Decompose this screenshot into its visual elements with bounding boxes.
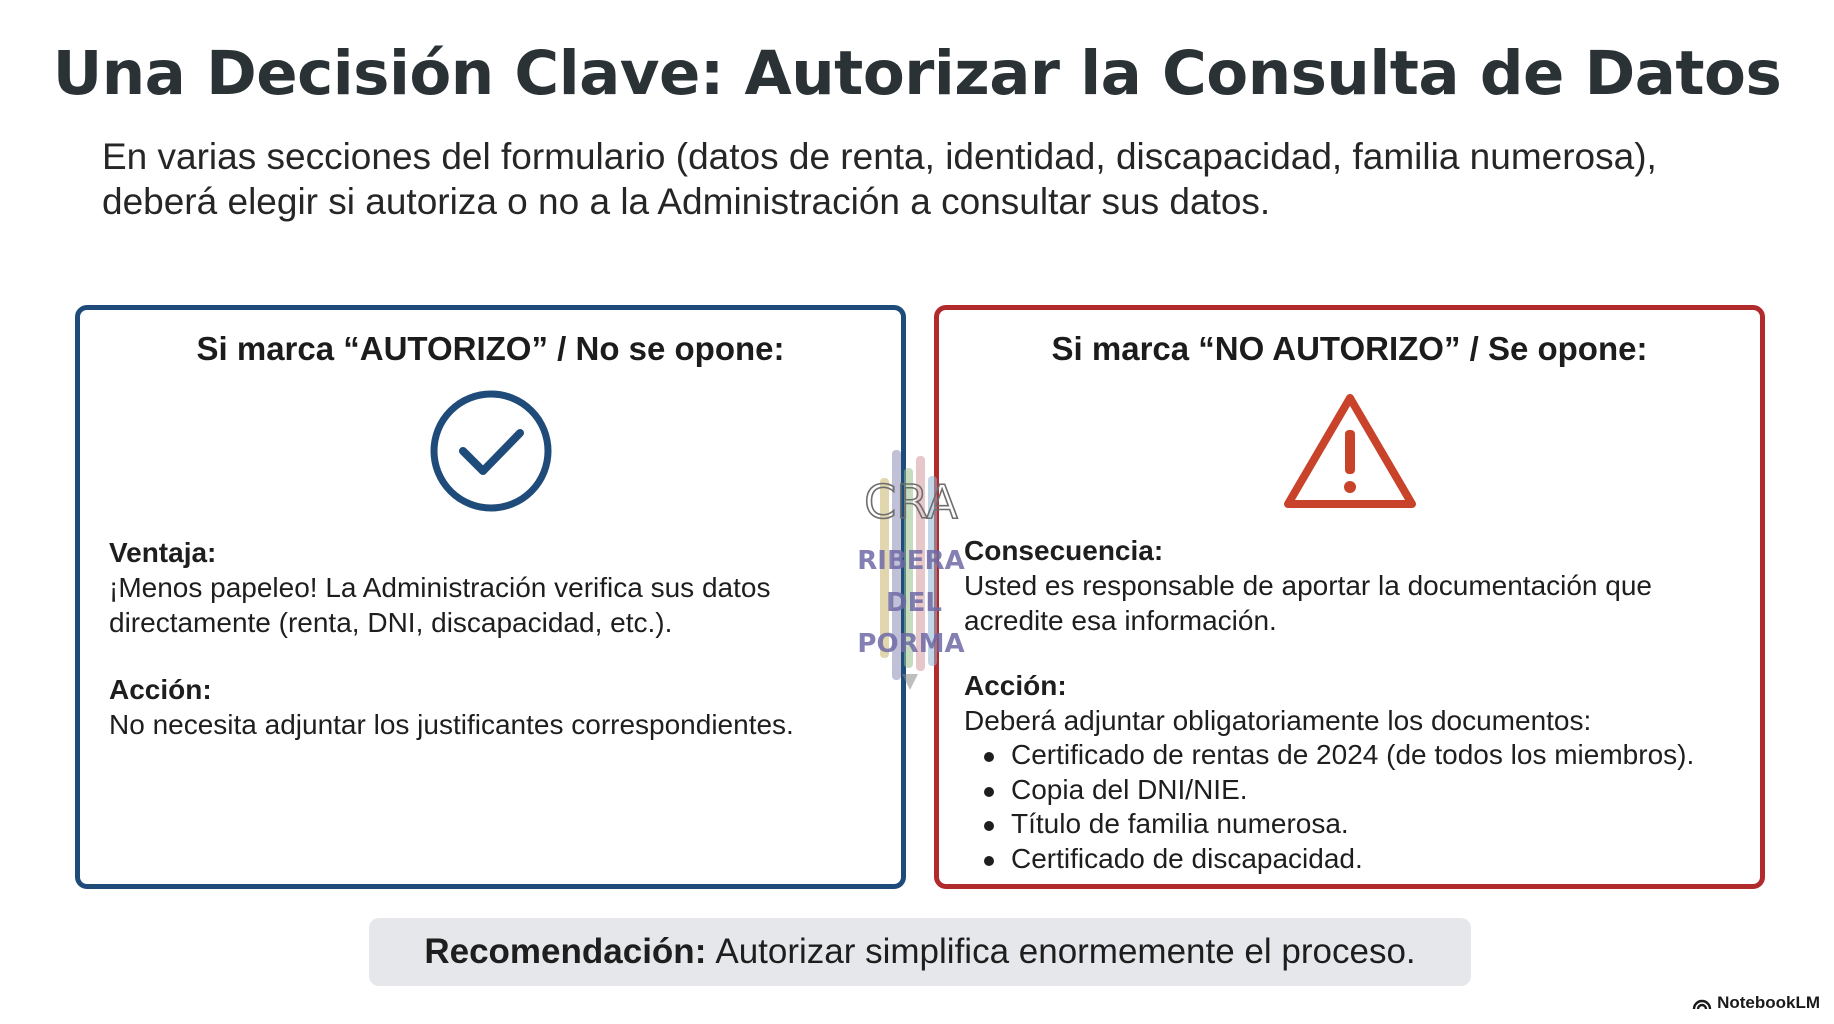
cra-ribera-del-porma-logo xyxy=(852,448,970,692)
logo-text-porma: PORMA xyxy=(857,629,965,659)
notebooklm-icon xyxy=(1692,996,1712,1010)
warning-triangle-icon xyxy=(1282,390,1418,512)
advantage-section xyxy=(109,535,869,640)
authorize-action-section xyxy=(109,672,879,742)
recommendation-label: Recomendación: xyxy=(424,932,707,971)
slide-subtitle: En varias secciones del formulario (datos de renta, identidad, discapacidad, familia numerosa), deberá elegir si autoriza o no a la Administración a consultar sus datos. xyxy=(102,136,1657,222)
logo-text-cra: CRA xyxy=(864,475,958,529)
list-item: Copia del DNI/NIE. xyxy=(984,773,1754,808)
list-item: Título de familia numerosa. xyxy=(984,807,1754,842)
authorize-action-label: Acción: xyxy=(109,674,212,705)
logo-text-ribera: RIBERA xyxy=(857,546,965,576)
advantage-label: Ventaja: xyxy=(109,537,217,568)
required-documents-list xyxy=(984,738,1754,876)
authorize-panel xyxy=(75,305,906,889)
check-circle-icon xyxy=(427,387,555,515)
recommendation-text: Autorizar simplifica enormemente el proceso. xyxy=(715,932,1416,971)
consequence-text: Usted es responsable de aportar la documentación que acredite esa información. xyxy=(964,570,1652,636)
slide-title: Una Decisión Clave: Autorizar la Consulta de Datos xyxy=(52,38,1782,109)
authorize-panel-heading: Si marca “AUTORIZO” / No se opone: xyxy=(196,330,785,367)
authorize-action-text: No necesita adjuntar los justificantes correspondientes. xyxy=(109,709,794,740)
oppose-action-section xyxy=(964,668,1754,876)
oppose-action-text: Deberá adjuntar obligatoriamente los documentos: xyxy=(964,705,1592,736)
consequence-label: Consecuencia: xyxy=(964,535,1164,566)
oppose-panel-heading: Si marca “NO AUTORIZO” / Se opone: xyxy=(1051,330,1648,367)
notebooklm-brand xyxy=(1692,993,1820,1013)
list-item: Certificado de rentas de 2024 (de todos los miembros). xyxy=(984,738,1754,773)
logo-text-del: DEL xyxy=(886,588,942,618)
consequence-section xyxy=(964,533,1744,638)
advantage-text: ¡Menos papeleo! La Administración verifica sus datos directamente (renta, DNI, discapacidad, etc.). xyxy=(109,572,771,638)
oppose-action-label: Acción: xyxy=(964,670,1067,701)
oppose-panel xyxy=(934,305,1765,889)
list-item: Certificado de discapacidad. xyxy=(984,842,1754,877)
recommendation-banner xyxy=(369,918,1471,986)
brand-text: NotebookLM xyxy=(1717,993,1820,1012)
